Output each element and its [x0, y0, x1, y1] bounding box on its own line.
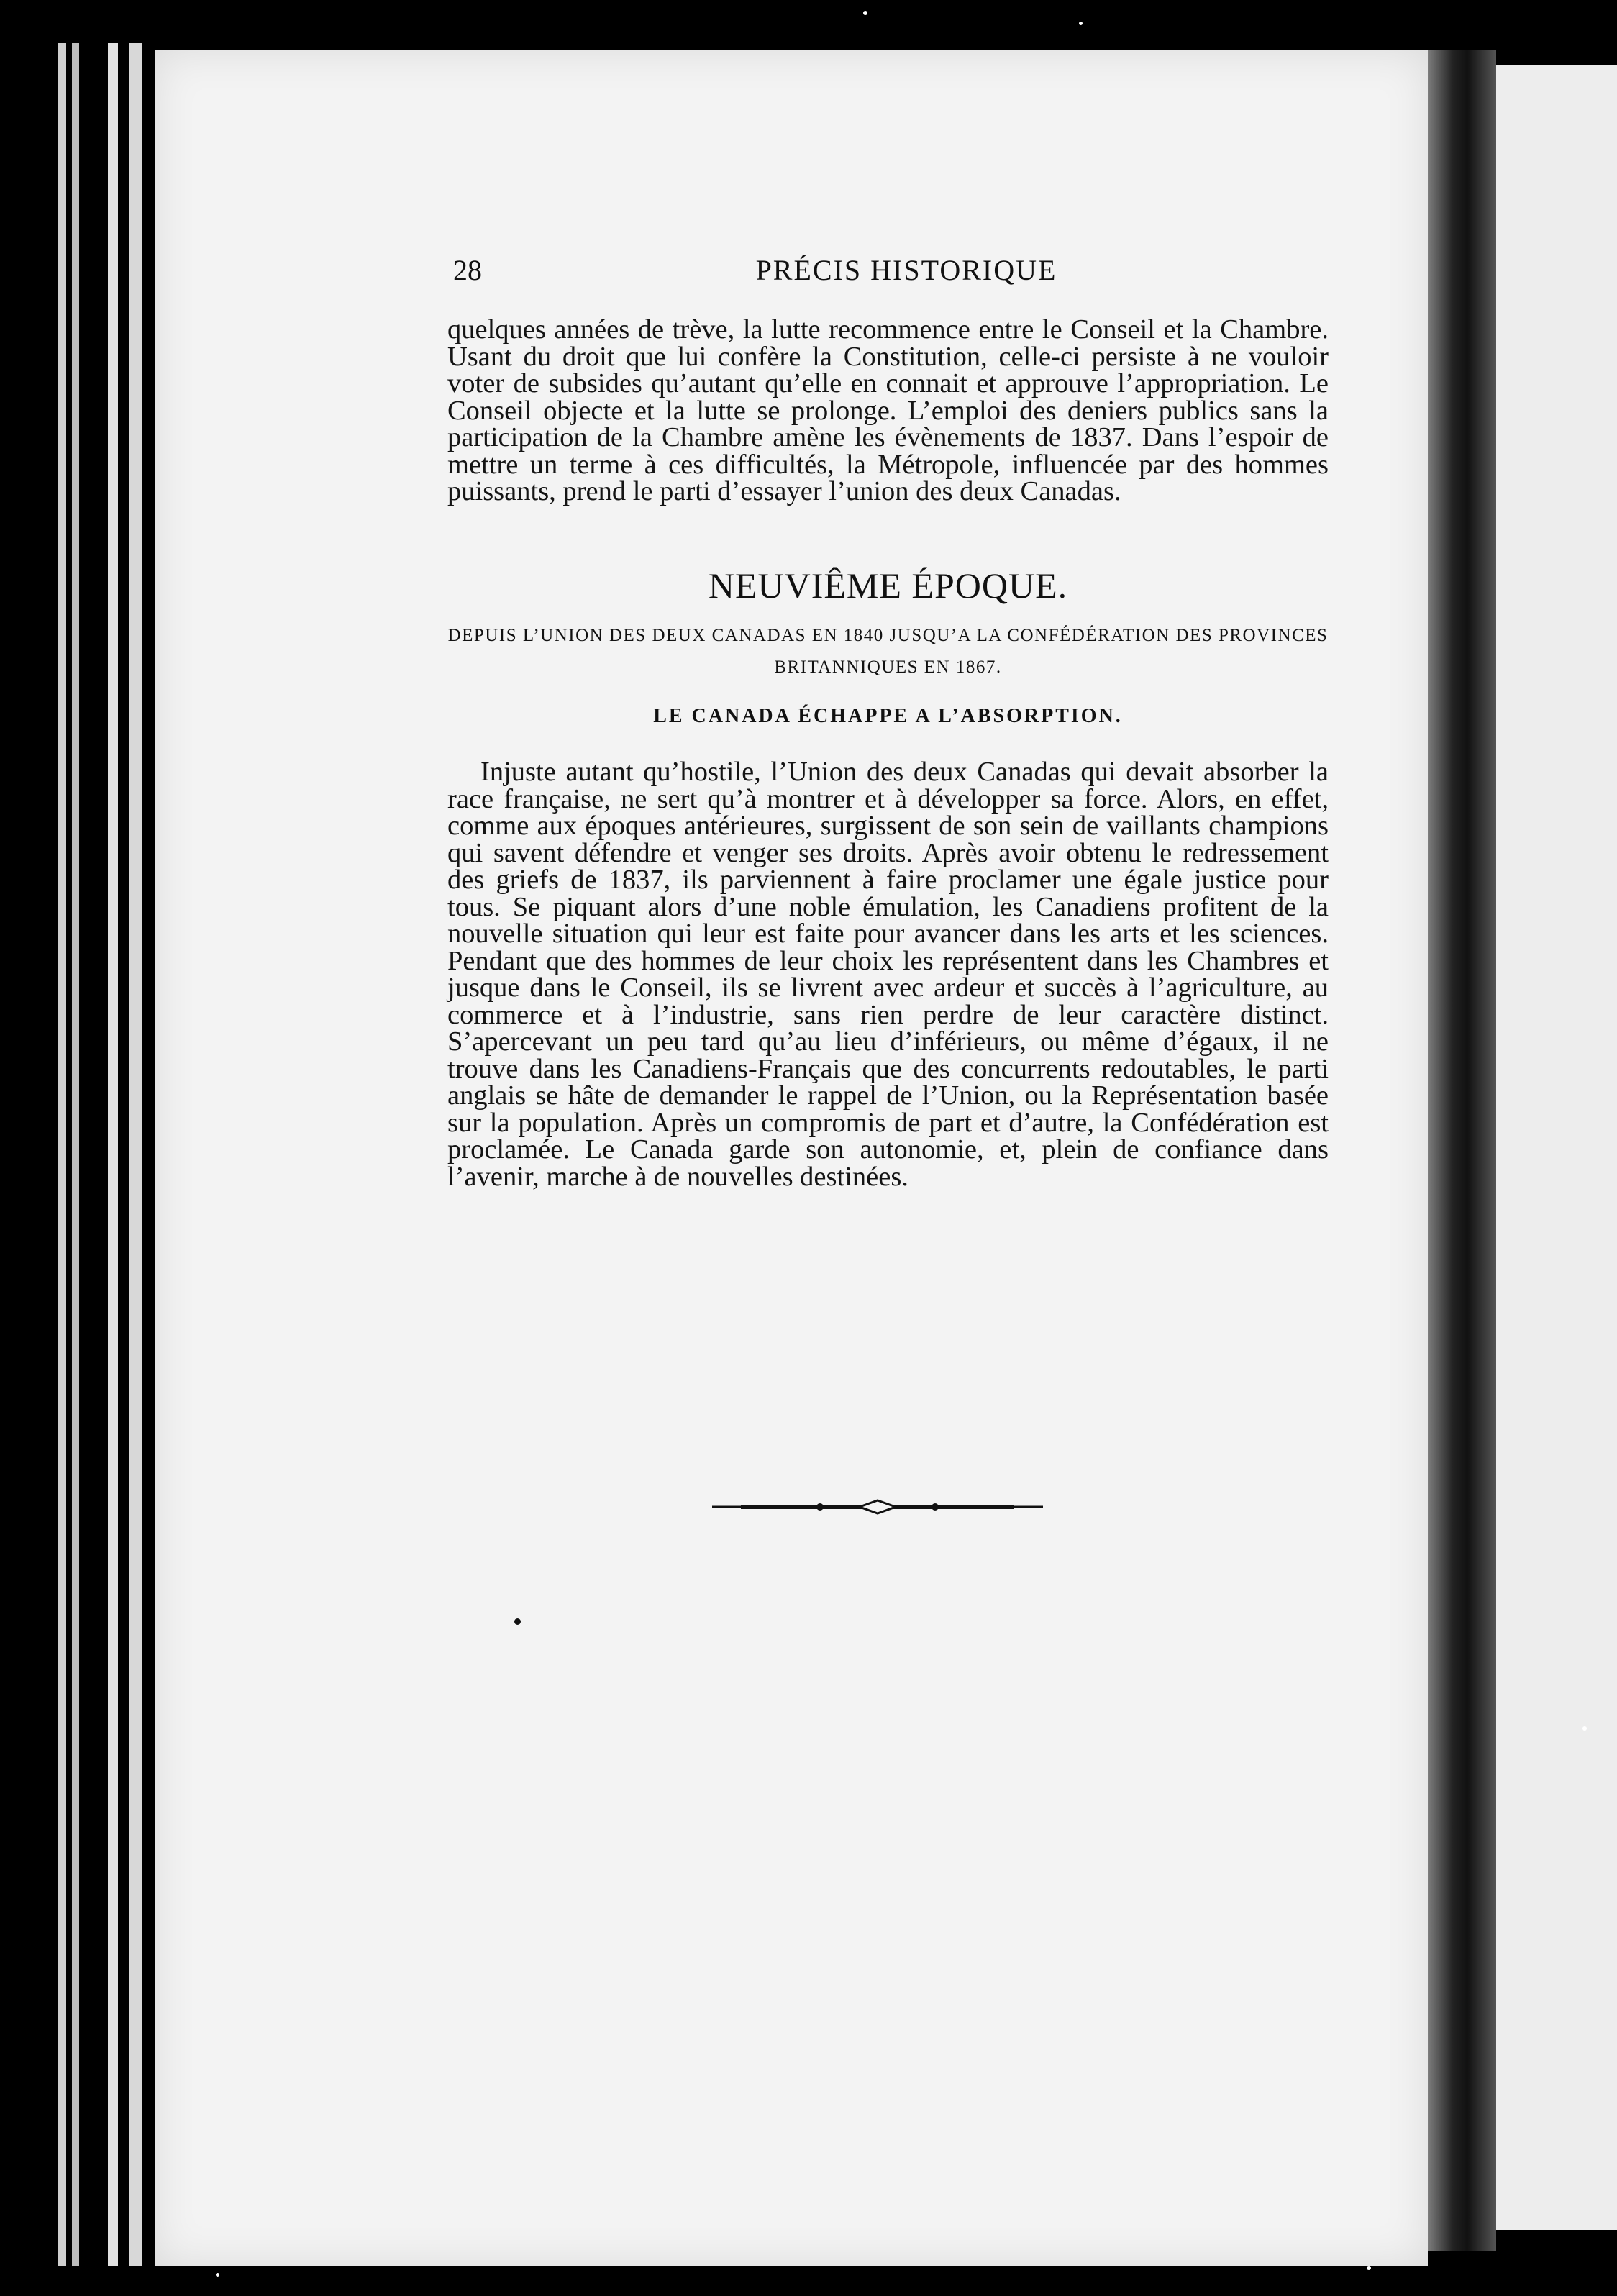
page-number: 28 [453, 254, 482, 286]
running-head: PRÉCIS HISTORIQUE [755, 254, 1057, 286]
dust-speck [863, 11, 867, 15]
book-spine-edge [108, 43, 118, 2266]
epoch-subheading: DEPUIS L’UNION DES DEUX CANADAS EN 1840 JUSQU’A LA CONFÉDÉRATION DES PROVINCES BRITANNIQUES EN 1867. [447, 626, 1329, 677]
paragraph-continued: quelques années de trève, la lutte recommence entre le Conseil et la Chambre. Usant du droit que lui confère la Constitution, celle-ci persiste à ne vouloir voter de subsides qu’autant qu’elle en connait et approuve l’appropriation. Le Conseil objecte et la lutte se prolonge. L’emploi des deniers publics sans la participation de la Chambre amène les évènements de 1837. Dans l’espoir de mettre un terme à ces difficultés, la Métropole, influencée par des hommes puissants, prend le parti d’essayer l’union des deux Canadas. [447, 314, 1329, 506]
epoch-heading: NEUVIÊME ÉPOQUE. [708, 565, 1068, 606]
paragraph-body: Injuste autant qu’hostile, l’Union des deux Canadas qui devait absorber la race française, ne sert qu’à montrer et à développer sa force. Alors, en effet, comme aux époques antérieures, surgissent de son sein de vaillants champions qui savent défendre et venger ses droits. Après avoir obtenu le redressement des griefs de 1837, ils parviennent à faire proclamer une égale justice pour tous. Se piquant alors d’une noble émulation, les Canadiens profitent de la nouvelle situation qui leur est faite pour avancer dans les arts et les sciences. Pendant que des hommes de leur choix les représentent dans les Chambres et jusque dans le Conseil, ils se livrent avec ardeur et succès à l’agriculture, au commerce et à l’industrie, sans rien perdre de leur caractère distinct. S’apercevant un peu tard qu’au lieu d’inférieurs, ou même d’égaux, il ne trouve dans les Canadiens-Français que des concurrents redoutables, le parti anglais se hâte de demander le rappel de l’Union, ou la Représentation basée sur la population. Après un compromis de part et d’autre, la Confédération est proclamée. Le Canada garde son autonomie, et, plein de confiance dans l’avenir, marche à de nouvelles destinées. [447, 757, 1329, 1192]
dust-speck [1367, 2266, 1371, 2270]
book-spine-edge [129, 43, 142, 2266]
dust-speck [216, 2273, 219, 2277]
facing-page-edge [1496, 65, 1617, 2230]
dust-speck [514, 1618, 521, 1625]
book-spine-edge [58, 43, 66, 2266]
page-header [302, 253, 1324, 296]
dust-speck [1079, 22, 1083, 25]
section-heading: LE CANADA ÉCHAPPE A L’ABSORPTION. [653, 705, 1123, 727]
dust-speck [1582, 1726, 1587, 1731]
page-gutter [1424, 50, 1496, 2251]
decorative-rule-ornament [712, 1496, 1043, 1518]
book-spine-edge [72, 43, 79, 2266]
